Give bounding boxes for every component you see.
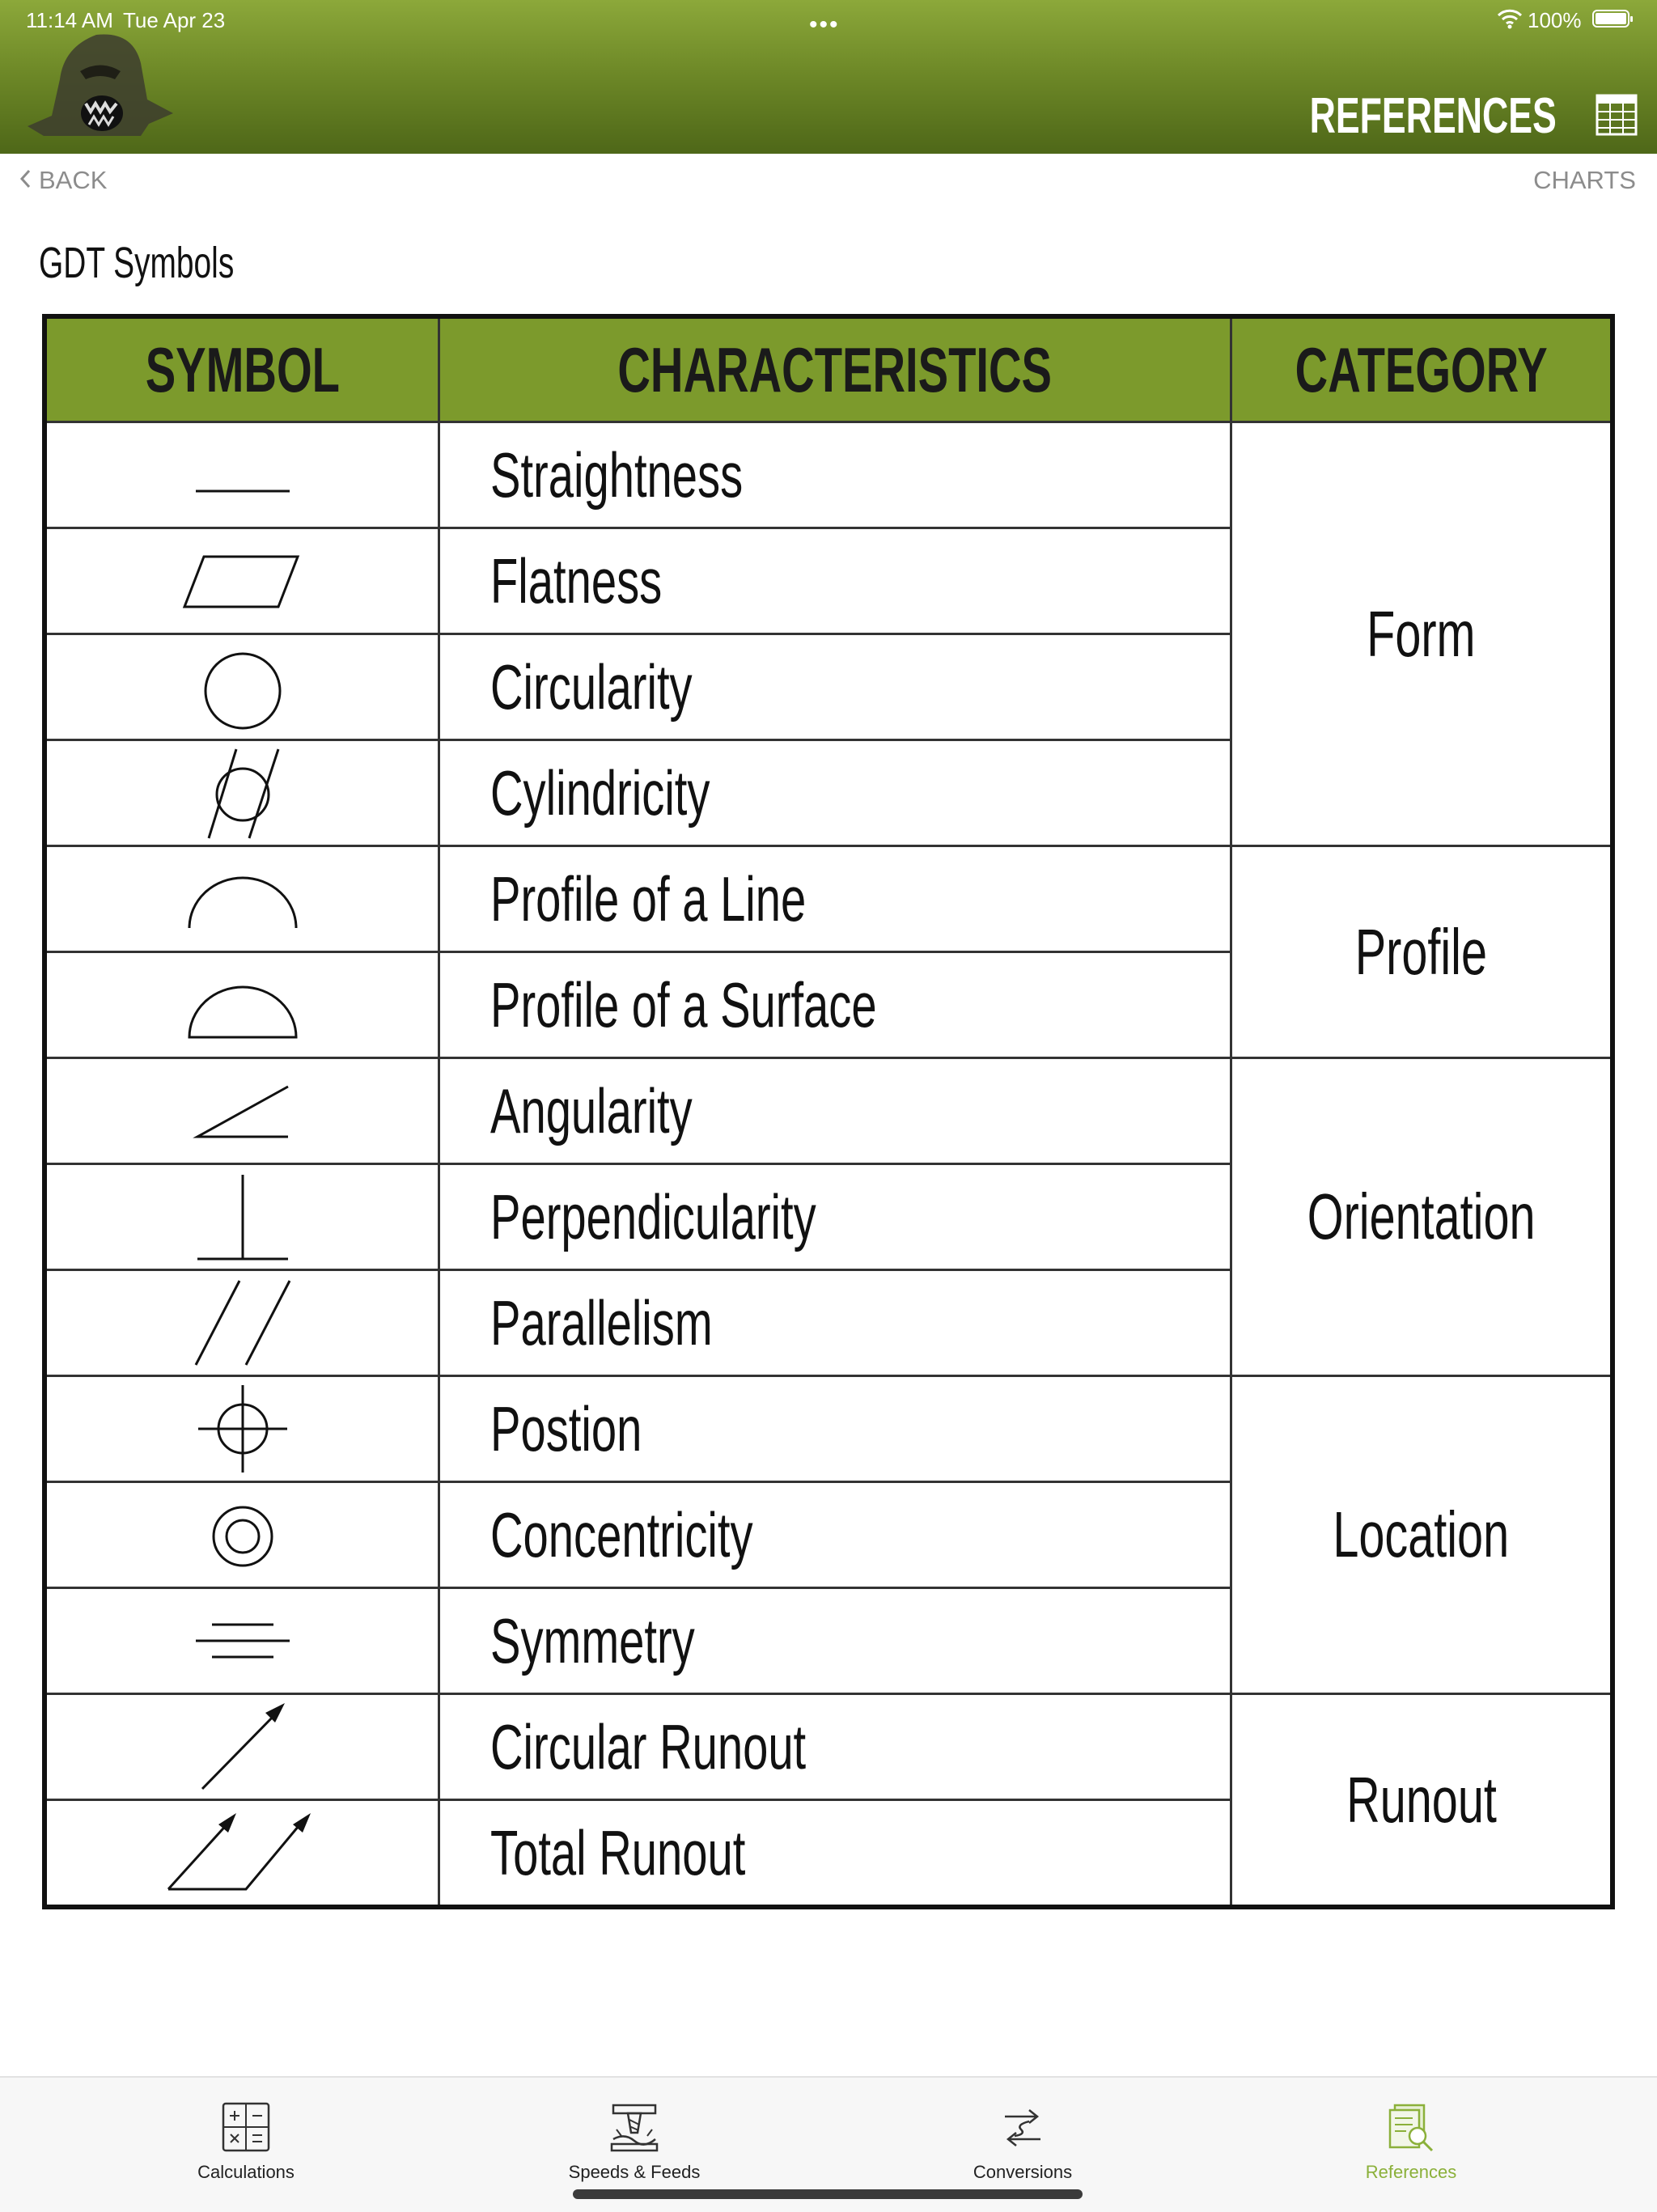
straightness-icon [186, 434, 299, 515]
tab-label: Speeds & Feeds [568, 2162, 701, 2182]
symbol-cell [44, 1164, 439, 1270]
tab-label: Calculations [197, 2162, 295, 2182]
symbol-cell [44, 422, 439, 528]
category-cell: Form [1231, 422, 1613, 846]
circular-runout-icon [186, 1698, 299, 1795]
section-title: GDT Symbols [39, 239, 235, 287]
symbol-cell [44, 1588, 439, 1694]
status-date: Tue Apr 23 [123, 8, 226, 32]
gorilla-logo [19, 23, 181, 148]
conversion-arrows-icon [997, 2102, 1049, 2154]
charts-button[interactable]: CHARTS [1533, 166, 1636, 194]
characteristic-cell: Cylindricity [439, 740, 1231, 846]
concentricity-icon [194, 1494, 291, 1575]
symbol-cell [44, 740, 439, 846]
gdt-symbols-table [42, 314, 1615, 1909]
position-icon [190, 1380, 295, 1477]
category-cell: Location [1231, 1376, 1613, 1694]
table-row [44, 422, 1613, 528]
category-cell: Orientation [1231, 1058, 1613, 1376]
status-time: 11:14 AM [26, 8, 113, 32]
multitasking-dots-icon[interactable]: ••• [809, 11, 840, 38]
calculator-icon [222, 2102, 270, 2154]
battery-percent: 100% [1528, 8, 1582, 32]
characteristic-cell: Total Runout [439, 1800, 1231, 1908]
table-row [44, 1376, 1613, 1482]
symbol-cell [44, 952, 439, 1058]
characteristic-cell: Straightness [439, 422, 1231, 528]
references-document-icon [1385, 2102, 1437, 2154]
app-header [0, 0, 1657, 154]
tab-label: Conversions [973, 2162, 1073, 2182]
symmetry-icon [186, 1600, 299, 1681]
back-button[interactable] [19, 164, 107, 197]
symbol-cell [44, 1270, 439, 1376]
table-header-row [44, 316, 1613, 422]
page-title: REFERENCES [1309, 88, 1557, 144]
profile-surface-icon [178, 964, 307, 1045]
total-runout-icon [162, 1808, 324, 1897]
characteristic-cell: Flatness [439, 528, 1231, 634]
mill-tool-icon [608, 2102, 660, 2154]
characteristic-cell: Symmetry [439, 1588, 1231, 1694]
symbol-cell [44, 1482, 439, 1588]
chevron-left-icon [19, 166, 31, 195]
symbol-cell [44, 846, 439, 952]
symbol-cell [44, 1058, 439, 1164]
symbol-cell [44, 1376, 439, 1482]
home-indicator[interactable] [573, 2189, 1083, 2199]
circularity-icon [194, 642, 291, 731]
parallelism-icon [186, 1274, 299, 1371]
column-header-symbol: SYMBOL [44, 316, 439, 422]
column-header-category: CATEGORY [1231, 316, 1613, 422]
column-header-characteristics: CHARACTERISTICS [439, 316, 1231, 422]
cylindricity-icon [194, 744, 291, 841]
back-label: BACK [39, 166, 108, 194]
symbol-cell [44, 1694, 439, 1800]
symbol-cell [44, 528, 439, 634]
tab-calculations[interactable] [125, 2078, 367, 2212]
characteristic-cell: Parallelism [439, 1270, 1231, 1376]
characteristic-cell: Angularity [439, 1058, 1231, 1164]
characteristic-cell: Profile of a Surface [439, 952, 1231, 1058]
profile-line-icon [178, 858, 307, 939]
battery-icon [1592, 10, 1629, 28]
characteristic-cell: Profile of a Line [439, 846, 1231, 952]
characteristic-cell: Postion [439, 1376, 1231, 1482]
table-row [44, 846, 1613, 952]
table-row [44, 1694, 1613, 1800]
characteristic-cell: Perpendicularity [439, 1164, 1231, 1270]
wifi-icon [1497, 8, 1523, 33]
perpendicularity-icon [186, 1168, 299, 1265]
characteristic-cell: Concentricity [439, 1482, 1231, 1588]
category-cell: Profile [1231, 846, 1613, 1058]
angularity-icon [186, 1070, 299, 1151]
tab-label: References [1365, 2162, 1457, 2182]
symbol-cell [44, 634, 439, 740]
tab-references[interactable] [1290, 2078, 1532, 2212]
characteristic-cell: Circular Runout [439, 1694, 1231, 1800]
symbol-cell [44, 1800, 439, 1908]
flatness-icon [178, 540, 307, 621]
table-row [44, 1058, 1613, 1164]
category-cell: Runout [1231, 1694, 1613, 1908]
characteristic-cell: Circularity [439, 634, 1231, 740]
table-grid-icon[interactable] [1596, 94, 1638, 140]
